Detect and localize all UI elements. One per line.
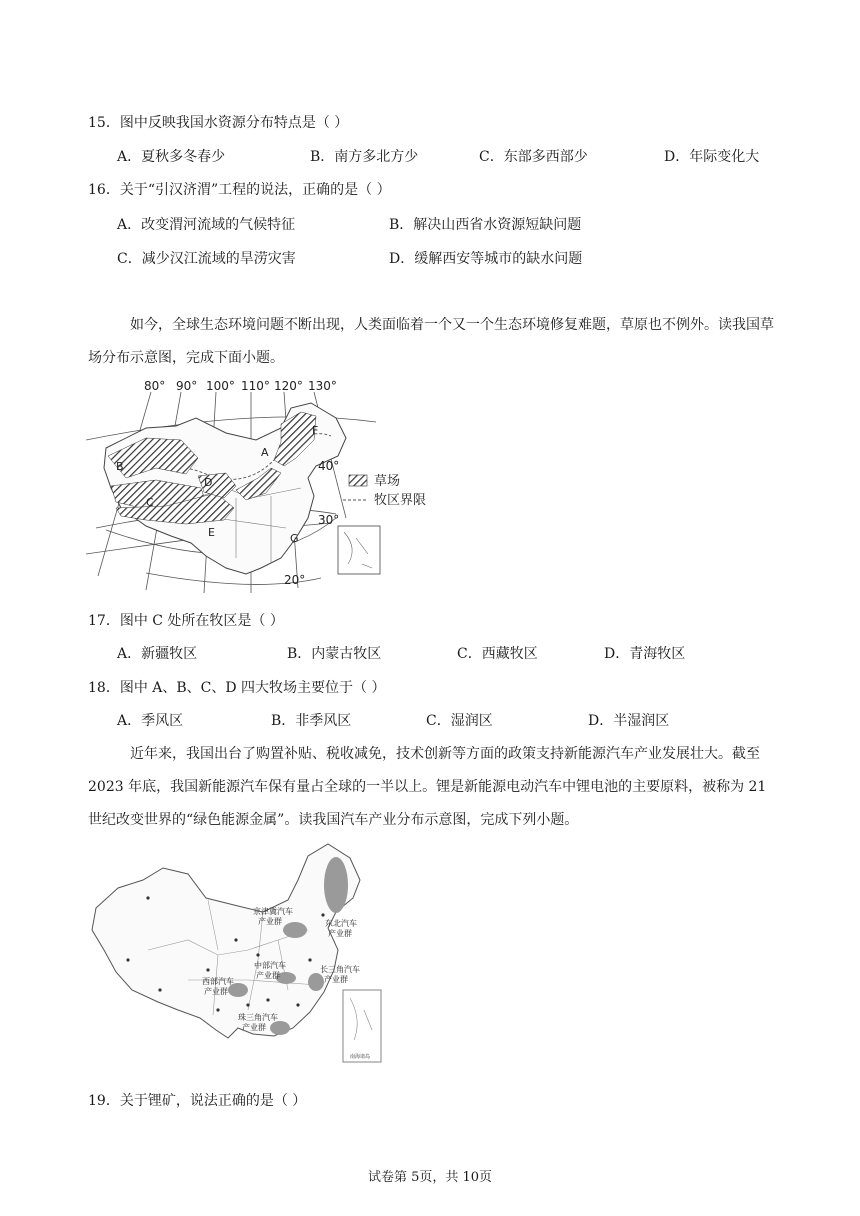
q18-option-b: B．非季风区 xyxy=(271,713,352,729)
region-letter-a: A xyxy=(261,446,269,459)
label-jingjinji-2: 产业群 xyxy=(258,917,282,926)
label-changsanjiao-2: 产业群 xyxy=(324,975,348,984)
lat-label-30: 30° xyxy=(318,513,340,527)
lon-label-80: 80° xyxy=(144,379,166,393)
legend-grass-swatch xyxy=(349,475,367,486)
lon-label-90: 90° xyxy=(176,379,198,393)
region-letter-b: B xyxy=(116,460,124,473)
q15-option-d: D．年际变化大 xyxy=(664,149,760,165)
lon-label-130: 130° xyxy=(308,379,337,393)
question-16-stem: 16．关于“引汉济渭”工程的说法，正确的是（ ） xyxy=(88,182,391,198)
passage-grassland: 如今，全球生态环境问题不断出现，人类面临着一个又一个生态环境修复难题，草原也不例外。读我国草场分布示意图，完成下面小题。 xyxy=(88,317,774,366)
q16-option-d: D．缓解西安等城市的缺水问题 xyxy=(389,251,583,267)
legend-grass-label: 草场 xyxy=(374,474,401,489)
cluster-jingjinji-shape xyxy=(283,922,307,938)
label-zhusanjiao-2: 产业群 xyxy=(242,1023,266,1032)
q17-option-b: B．内蒙古牧区 xyxy=(287,646,382,662)
region-letter-d: D xyxy=(204,476,213,489)
question-18-stem: 18．图中 A、B、C、D 四大牧场主要位于（ ） xyxy=(88,680,386,696)
q16-option-c: C．减少汉江流域的旱涝灾害 xyxy=(117,251,296,267)
lon-label-110: 110° xyxy=(241,379,270,393)
region-letter-c: C xyxy=(146,496,154,509)
cluster-dongbei-shape xyxy=(324,857,348,913)
cluster-changsanjiao-shape xyxy=(308,973,324,991)
label-dongbei-1: 东北汽车 xyxy=(325,919,357,928)
label-dongbei-2: 产业群 xyxy=(328,929,352,938)
question-15-stem: 15．图中反映我国水资源分布特点是（ ） xyxy=(88,115,349,131)
region-letter-f: F xyxy=(312,424,319,437)
question-19-stem: 19．关于锂矿，说法正确的是（ ） xyxy=(88,1093,307,1109)
passage-auto-industry: 近年来，我国出台了购置补贴、税收减免，技术创新等方面的政策支持新能源汽车产业发展壮大。截至 2023 年底，我国新能源汽车保有量占全球的一半以上。锂是新能源电动汽车中锂电池的主要原料，被称为 21 世纪改变世界的“绿色能源金属”。读我国汽车产业分布示意图，完成下列小题。 xyxy=(88,746,767,828)
q16-option-a: A．改变渭河流域的气候特征 xyxy=(117,217,296,233)
question-17-stem: 17．图中 C 处所在牧区是（ ） xyxy=(88,613,284,629)
cluster-zhusanjiao-shape xyxy=(270,1021,290,1035)
region-letter-g: G xyxy=(290,532,299,545)
q15-option-b: B．南方多北方少 xyxy=(310,149,419,165)
region-letter-e: E xyxy=(208,526,215,539)
label-zhongbu-2: 产业群 xyxy=(256,971,280,980)
page-footer: 试卷第 5页，共 10页 xyxy=(367,1170,493,1185)
q18-option-a: A．季风区 xyxy=(117,713,184,729)
q17-option-c: C．西藏牧区 xyxy=(457,646,538,662)
label-zhongbu-1: 中部汽车 xyxy=(254,961,286,970)
q15-option-a: A．夏秋多冬春少 xyxy=(117,149,226,165)
label-jingjinji-1: 京津冀汽车 xyxy=(253,907,293,916)
q15-option-c: C．东部多西部少 xyxy=(479,149,588,165)
label-xibu-1: 西部汽车 xyxy=(202,977,234,986)
label-xibu-2: 产业群 xyxy=(204,987,228,996)
q18-option-d: D．半湿润区 xyxy=(588,713,670,729)
auto-industry-map xyxy=(88,840,388,1070)
label-zhusanjiao-1: 珠三角汽车 xyxy=(238,1013,278,1022)
label-changsanjiao-1: 长三角汽车 xyxy=(320,965,360,974)
q17-option-a: A．新疆牧区 xyxy=(117,646,198,662)
legend-boundary-label: 牧区界限 xyxy=(374,493,427,508)
inset-label: 南海诸岛 xyxy=(350,1054,371,1060)
lat-label-40: 40° xyxy=(318,459,340,473)
grassland-distribution-map xyxy=(86,378,446,598)
lon-label-100: 100° xyxy=(206,379,235,393)
q17-option-d: D．青海牧区 xyxy=(604,646,686,662)
lat-label-20: 20° xyxy=(284,573,306,587)
q16-option-b: B．解决山西省水资源短缺问题 xyxy=(389,217,582,233)
lon-label-120: 120° xyxy=(274,379,303,393)
q18-option-c: C．湿润区 xyxy=(426,713,493,729)
